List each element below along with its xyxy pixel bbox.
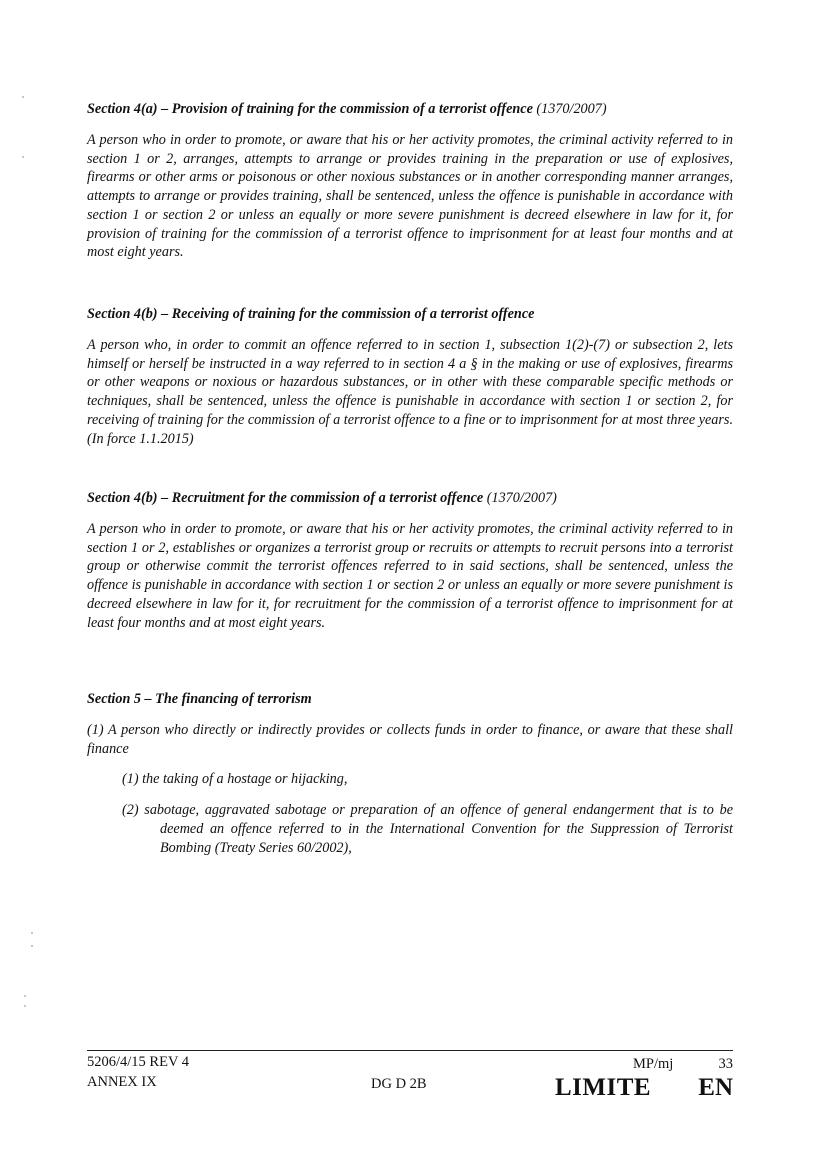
page-footer bbox=[87, 1054, 733, 1104]
section-body: A person who in order to promote, or aware that his or her activity promotes, the criminal activity referred to in section 1 or 2, arranges, attempts to arrange or provides training in the preparation or use of explosives, firearms or other arms or poisonous or other noxious substances or in another corresponding manner arranges, attempts to arrange or provides training, shall be sentenced, unless the offence is punishable in accordance with section 1 or section 2 or unless an equally or more severe punishment is decreed elsewhere in law for it, for provision of training for the commission of a terrorist offence to imprisonment for at least four months and at most eight years. bbox=[87, 132, 733, 261]
page-number: 33 bbox=[718, 1056, 733, 1072]
section-4b-recruitment bbox=[87, 489, 733, 632]
scan-artifact bbox=[24, 1005, 26, 1007]
scan-artifact bbox=[31, 945, 33, 947]
list-item: (1) the taking of a hostage or hijacking, bbox=[122, 771, 348, 788]
scan-artifact bbox=[24, 995, 26, 997]
scan-artifact bbox=[22, 156, 24, 158]
section-heading-text: Section 5 – The financing of terrorism bbox=[87, 691, 312, 707]
section-4b bbox=[87, 305, 733, 448]
section-heading-text: Section 4(b) – Recruitment for the commission of a terrorist offence bbox=[87, 490, 484, 506]
scan-artifact bbox=[31, 932, 33, 934]
classification-marking: LIMITE bbox=[555, 1074, 652, 1101]
scan-artifact bbox=[22, 96, 24, 98]
section-body: A person who in order to promote, or aware that his or her activity promotes, the criminal activity referred to in section 1 or 2, establishes or organizes a terrorist group or recruits or attempts to recruit persons into a terrorist group or otherwise commit the terrorist offences referred to in said sections, shall be sentenced, unless the offence is punishable in accordance with section 1 or section 2 or unless an equally or more severe punishment is decreed elsewhere in law for it, for recruitment for the commission of a terrorist offence to imprisonment for at least four months and at most eight years. bbox=[87, 521, 733, 631]
section-heading-text: Section 4(b) – Receiving of training for the commission of a terrorist offence bbox=[87, 306, 535, 322]
section-heading-ref: (1370/2007) bbox=[486, 490, 557, 506]
document-reference: 5206/4/15 REV 4 bbox=[87, 1054, 190, 1070]
list-item: (2) sabotage, aggravated sabotage or preparation of an offence of general endangerment that is to be deemed an offence referred to in the International Convention for the Suppression of Terrorist Bombing (Treaty Series 60/2002), bbox=[122, 802, 733, 856]
section-heading-ref: (1370/2007) bbox=[536, 101, 607, 117]
section-heading-text: Section 4(a) – Provision of training for the commission of a terrorist offence bbox=[87, 101, 533, 117]
section-heading bbox=[87, 489, 733, 508]
section-5 bbox=[87, 690, 733, 857]
annex-label: ANNEX IX bbox=[87, 1074, 157, 1090]
directorate-code: DG D 2B bbox=[371, 1076, 427, 1092]
section-heading bbox=[87, 690, 733, 709]
footer-divider bbox=[87, 1050, 733, 1051]
section-body: (1) A person who directly or indirectly provides or collects funds in order to finance, or aware that these shall finance bbox=[87, 722, 733, 757]
language-code: EN bbox=[698, 1074, 733, 1101]
author-initials: MP/mj bbox=[633, 1056, 674, 1072]
section-heading bbox=[87, 100, 733, 119]
section-4a bbox=[87, 100, 733, 262]
section-body: A person who, in order to commit an offence referred to in section 1, subsection 1(2)-(7) or subsection 2, lets himself or herself be instructed in a way referred to in section 4 a § in the making or use of explosives, firearms or other weapons or noxious or hazardous substances, or in other with these comparable specific methods or techniques, shall be sentenced, unless the offence is punishable in accordance with section 1 or section 2, for receiving of training for the commission of a terrorist offence to a fine or to imprisonment for at most three years. (In force 1.1.2015) bbox=[87, 337, 733, 447]
section-heading bbox=[87, 305, 733, 324]
